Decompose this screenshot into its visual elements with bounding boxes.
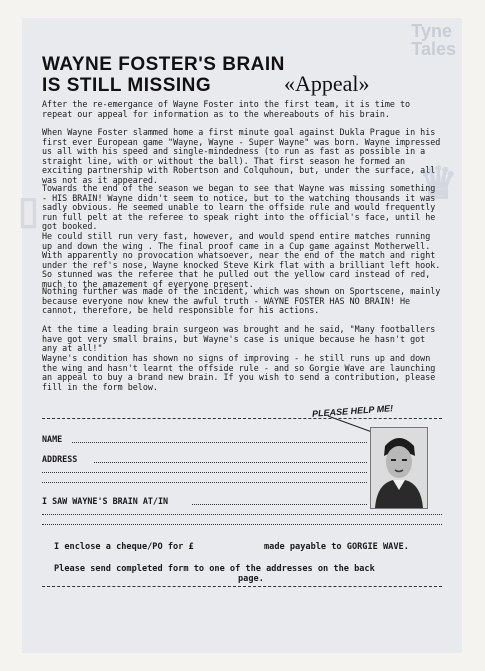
background-bracket-decoration: ▯ — [18, 190, 39, 232]
name-label: NAME — [42, 434, 63, 444]
paragraph-sportscene: Nothing further was made of the incident, which was shown on Sportscene, mainly because everyone now knew the awful truth - WAYNE FOSTER HAS NO BRAIN! He cannot, therefore, be held responsible for his actions. — [42, 286, 441, 316]
caption-pointer-icon — [326, 414, 376, 434]
background-letter-decoration: ♛ — [418, 159, 458, 208]
player-portrait-icon — [371, 428, 427, 508]
send-instruction: Please send completed form to one of the addresses on the back — [54, 564, 375, 574]
paragraph-motherwell: He could still run very fast, however, and would spend entire matches running up and down the wing . The final proof came in a Cup game against Motherwell. With apparently no provocation whatsoever, near the end of the match and right under the ref's nose, Wayne knocked Steve Kirk flat with a brilliant left hook. So stunned was the referee that he pulled out the yellow card instead of red, much to the amazement of everyone present. — [42, 231, 441, 289]
paragraph-dukla: When Wayne Foster slammed home a first minute goal against Dukla Prague in his first ever European game "Wayne, Wayne - Super Wayne" was born. Wayne impressed us all with his speed and single-mindedness (to run as fast as possible in a straight line, with or without the ball). That first season he formed an exciting partnership with Robertson and Colquhoun, but, under the surface, all was not as it appeared. — [42, 127, 441, 185]
appeal-label: «Appeal» — [284, 71, 370, 96]
name-field[interactable] — [72, 442, 367, 443]
paragraph-surgeon: At the time a leading brain surgeon was brought and he said, "Many footballers have got very small brains, but Wayne's case is unique because he hasn't got any at all!" — [42, 324, 436, 354]
photo-caption: PLEASE HELP ME! — [311, 403, 394, 419]
paragraph-appeal: Wayne's condition has shown no signs of improving - he still runs up and down the wing and hasn't learnt the offside rule - and so Gorgie Wave are launching an appeal to buy a brand new brain. If you wish to send a contribution, please fill in the form below. — [42, 353, 436, 392]
form-top-divider — [42, 418, 442, 419]
address-field-line-3[interactable] — [42, 482, 367, 483]
cheque-text: I enclose a cheque/PO for £ — [54, 542, 194, 552]
player-photo — [370, 427, 428, 509]
magazine-page — [18, 18, 462, 653]
payable-text: made payable to GORGIE WAVE. — [264, 542, 409, 552]
address-label: ADDRESS — [42, 454, 78, 464]
brain-location-label: I SAW WAYNE'S BRAIN AT/IN — [42, 496, 169, 506]
background-fragment-tyne: Tyne Tales — [411, 21, 456, 59]
brain-location-field-line-2[interactable] — [42, 514, 442, 515]
brain-location-field-line-1[interactable] — [192, 504, 367, 505]
paragraph-intro: After the re-emergance of Wayne Foster into the first team, it is time to repeat our appeal for information as to the whereabouts of his brain. — [42, 99, 411, 119]
address-field-line-1[interactable] — [94, 462, 367, 463]
address-field-line-2[interactable] — [42, 472, 367, 473]
headline-line-2: IS STILL MISSING — [42, 75, 212, 96]
brain-location-field-line-3[interactable] — [42, 524, 442, 525]
paragraph-missing: Towards the end of the season we began to see that Wayne was missing something - HIS BRAIN! Wayne didn't seem to notice, but to the watching thousands it was sadly obvious. He seemed unable to learn the offside rule and would frequently run full pelt at the referee to speak right into the official's face, until he got booked. — [42, 183, 436, 232]
headline — [42, 54, 442, 96]
form-bottom-divider — [42, 586, 442, 587]
send-instruction-cont: page. — [238, 574, 264, 584]
headline-line-1: WAYNE FOSTER'S BRAIN — [42, 54, 285, 75]
